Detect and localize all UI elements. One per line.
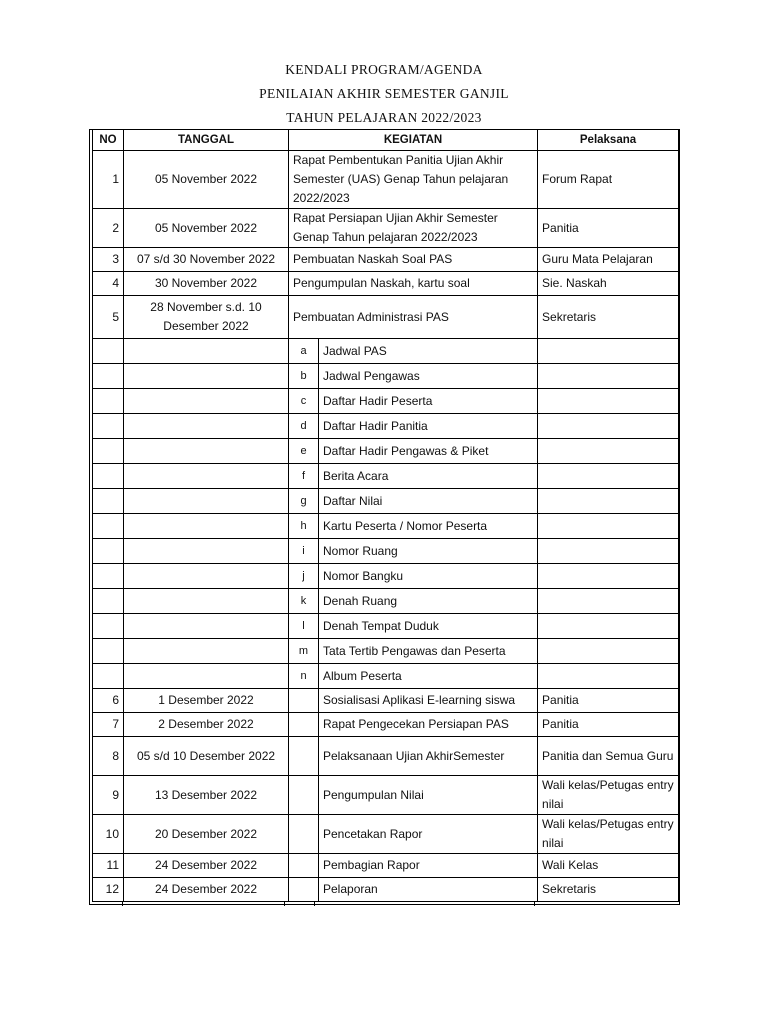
subitem-letter: c [289,389,319,414]
table-row [93,296,679,339]
row-spacer [289,854,319,878]
row-no: 12 [93,878,124,902]
subitem-row [93,489,679,514]
row-pelaksana: Panitia [538,209,679,248]
row-no-empty [93,414,124,439]
row-no-empty [93,514,124,539]
row-kegiatan: Pelaporan [319,878,538,902]
row-kegiatan: Pembuatan Naskah Soal PAS [289,248,538,272]
table-row [93,151,679,209]
column-tail-line [122,902,123,906]
row-pelaksana-empty [538,389,679,414]
row-no: 1 [93,151,124,209]
row-no: 2 [93,209,124,248]
subitem-letter: m [289,639,319,664]
subitem-row [93,414,679,439]
row-pelaksana-empty [538,564,679,589]
row-spacer [289,815,319,854]
row-tanggal: 05 November 2022 [124,151,289,209]
row-tanggal-empty [124,514,289,539]
table-row [93,272,679,296]
row-tanggal-empty [124,589,289,614]
row-tanggal-empty [124,564,289,589]
row-tanggal: 24 Desember 2022 [124,854,289,878]
row-no-empty [93,564,124,589]
row-kegiatan: Pengumpulan Naskah, kartu soal [289,272,538,296]
row-spacer [289,737,319,776]
row-tanggal: 05 November 2022 [124,209,289,248]
row-tanggal-empty [124,439,289,464]
row-tanggal-empty [124,389,289,414]
row-kegiatan: Pembuatan Administrasi PAS [289,296,538,339]
row-no: 6 [93,689,124,713]
subitem-letter: a [289,339,319,364]
row-tanggal-empty [124,664,289,689]
row-tanggal: 1 Desember 2022 [124,689,289,713]
subitem-row [93,589,679,614]
row-tanggal: 07 s/d 30 November 2022 [124,248,289,272]
row-kegiatan: Pelaksanaan Ujian AkhirSemester [319,737,538,776]
subitem-letter: b [289,364,319,389]
row-pelaksana: Panitia [538,689,679,713]
row-no: 4 [93,272,124,296]
table-row [93,689,679,713]
row-pelaksana: Sekretaris [538,296,679,339]
row-tanggal: 2 Desember 2022 [124,713,289,737]
column-tail-line [534,902,535,906]
subitem-text: Daftar Hadir Panitia [319,414,538,439]
row-pelaksana-empty [538,589,679,614]
header-kegiatan: KEGIATAN [289,130,538,151]
row-kegiatan: Rapat Persiapan Ujian Akhir Semester Genap Tahun pelajaran 2022/2023 [289,209,538,248]
table-row [93,737,679,776]
row-pelaksana-empty [538,664,679,689]
subitem-text: Daftar Hadir Pengawas & Piket [319,439,538,464]
row-no-empty [93,364,124,389]
subitem-text: Jadwal PAS [319,339,538,364]
row-no: 3 [93,248,124,272]
header-tanggal: TANGGAL [124,130,289,151]
row-pelaksana: Sekretaris [538,878,679,902]
row-pelaksana: Panitia dan Semua Guru [538,737,679,776]
row-no-empty [93,614,124,639]
subitem-text: Jadwal Pengawas [319,364,538,389]
row-pelaksana-empty [538,489,679,514]
subitem-row [93,664,679,689]
row-spacer [289,689,319,713]
row-tanggal-empty [124,639,289,664]
table-row [93,815,679,854]
later-rows [93,689,679,902]
row-pelaksana: Panitia [538,713,679,737]
row-tanggal-empty [124,539,289,564]
column-tail-line [314,902,315,906]
row-pelaksana-empty [538,539,679,564]
header-pelaksana: Pelaksana [538,130,679,151]
subitem-row [93,439,679,464]
subitem-letter: j [289,564,319,589]
subitem-letter: l [289,614,319,639]
row-pelaksana-empty [538,464,679,489]
document-title-block [0,58,768,130]
document-title: KENDALI PROGRAM/AGENDA [285,62,483,77]
row-no: 9 [93,776,124,815]
column-tail-line [284,902,285,906]
row-tanggal: 30 November 2022 [124,272,289,296]
subitem-row [93,614,679,639]
subitem-row [93,514,679,539]
subitem-row [93,539,679,564]
row-kegiatan: Sosialisasi Aplikasi E-learning siswa [319,689,538,713]
row-spacer [289,776,319,815]
subitem-row [93,564,679,589]
row-no-empty [93,464,124,489]
row-no-empty [93,339,124,364]
subitem-text: Denah Ruang [319,589,538,614]
subitem-letter: d [289,414,319,439]
document-year: TAHUN PELAJARAN 2022/2023 [286,110,482,125]
row-pelaksana: Forum Rapat [538,151,679,209]
row-pelaksana-empty [538,639,679,664]
row-no: 11 [93,854,124,878]
row-spacer [289,878,319,902]
subitem-text: Daftar Nilai [319,489,538,514]
subitem-letter: f [289,464,319,489]
row-no-empty [93,589,124,614]
table-row [93,209,679,248]
row-no-empty [93,439,124,464]
subitem-text: Daftar Hadir Peserta [319,389,538,414]
subitem-rows [93,339,679,689]
subitem-text: Tata Tertib Pengawas dan Peserta [319,639,538,664]
row-tanggal: 24 Desember 2022 [124,878,289,902]
row-kegiatan: Rapat Pembentukan Panitia Ujian Akhir Semester (UAS) Genap Tahun pelajaran 2022/2023 [289,151,538,209]
row-no-empty [93,489,124,514]
row-tanggal-empty [124,464,289,489]
subitem-row [93,639,679,664]
row-tanggal: 28 November s.d. 10 Desember 2022 [124,296,289,339]
table-header-row [93,130,679,151]
row-tanggal: 05 s/d 10 Desember 2022 [124,737,289,776]
subitem-text: Nomor Bangku [319,564,538,589]
row-no-empty [93,539,124,564]
row-kegiatan: Pengumpulan Nilai [319,776,538,815]
row-kegiatan: Rapat Pengecekan Persiapan PAS [319,713,538,737]
row-spacer [289,713,319,737]
row-pelaksana-empty [538,514,679,539]
subitem-row [93,339,679,364]
row-no-empty [93,389,124,414]
row-tanggal: 20 Desember 2022 [124,815,289,854]
row-no: 5 [93,296,124,339]
row-no: 10 [93,815,124,854]
row-tanggal: 13 Desember 2022 [124,776,289,815]
subitem-row [93,389,679,414]
row-pelaksana: Sie. Naskah [538,272,679,296]
header-no: NO [93,130,124,151]
subitem-letter: k [289,589,319,614]
agenda-table [92,129,679,902]
row-tanggal-empty [124,414,289,439]
row-pelaksana: Wali kelas/Petugas entry nilai [538,815,679,854]
subitem-letter: e [289,439,319,464]
row-pelaksana: Guru Mata Pelajaran [538,248,679,272]
row-tanggal-empty [124,489,289,514]
row-pelaksana-empty [538,414,679,439]
row-no-empty [93,639,124,664]
subitem-letter: n [289,664,319,689]
table-row [93,776,679,815]
row-tanggal-empty [124,614,289,639]
subitem-letter: i [289,539,319,564]
subitem-letter: h [289,514,319,539]
row-pelaksana-empty [538,439,679,464]
row-pelaksana-empty [538,364,679,389]
subitem-letter: g [289,489,319,514]
row-pelaksana-empty [538,339,679,364]
row-tanggal-empty [124,339,289,364]
row-no: 7 [93,713,124,737]
table-row [93,713,679,737]
row-pelaksana: Wali kelas/Petugas entry nilai [538,776,679,815]
subitem-text: Album Peserta [319,664,538,689]
subitem-text: Denah Tempat Duduk [319,614,538,639]
subitem-text: Kartu Peserta / Nomor Peserta [319,514,538,539]
row-pelaksana-empty [538,614,679,639]
row-pelaksana: Wali Kelas [538,854,679,878]
table-row [93,878,679,902]
row-kegiatan: Pencetakan Rapor [319,815,538,854]
document-subtitle: PENILAIAN AKHIR SEMESTER GANJIL [259,86,509,101]
row-no: 8 [93,737,124,776]
table-row [93,248,679,272]
row-no-empty [93,664,124,689]
subitem-row [93,464,679,489]
row-kegiatan: Pembagian Rapor [319,854,538,878]
row-tanggal-empty [124,364,289,389]
subitem-text: Berita Acara [319,464,538,489]
table-row [93,854,679,878]
subitem-row [93,364,679,389]
subitem-text: Nomor Ruang [319,539,538,564]
